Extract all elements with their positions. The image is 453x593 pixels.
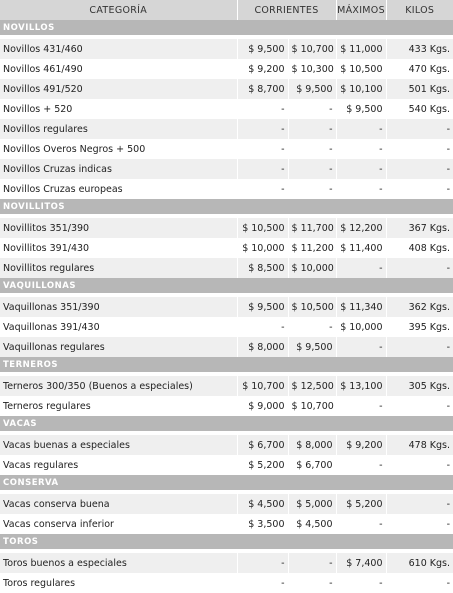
- cell-corrientes-max: -: [288, 119, 336, 139]
- cell-corrientes-min: $ 10,000: [237, 238, 288, 258]
- cell-kilos: 305 Kgs.: [386, 376, 453, 396]
- cell-kilos: -: [386, 139, 453, 159]
- section-title: VAQUILLONAS: [0, 278, 453, 293]
- cell-corrientes-min: $ 8,700: [237, 79, 288, 99]
- table-row: [0, 79, 453, 99]
- cell-corrientes-min: $ 8,500: [237, 258, 288, 278]
- cell-kilos: -: [386, 514, 453, 534]
- cell-corrientes-max: $ 10,700: [288, 39, 336, 59]
- cell-category: Terneros 300/350 (Buenos a especiales): [0, 376, 237, 396]
- cell-maximos: $ 11,400: [336, 238, 386, 258]
- header-maximos: MÁXIMOS: [336, 0, 386, 20]
- cell-corrientes-min: $ 9,200: [237, 59, 288, 79]
- cell-corrientes-max: -: [288, 99, 336, 119]
- cell-corrientes-min: -: [237, 159, 288, 179]
- cell-maximos: $ 10,100: [336, 79, 386, 99]
- table-row: [0, 573, 453, 593]
- cell-corrientes-max: $ 5,000: [288, 494, 336, 514]
- cell-maximos: -: [336, 179, 386, 199]
- table-row: [0, 238, 453, 258]
- table-row: [0, 179, 453, 199]
- cell-maximos: -: [336, 119, 386, 139]
- cell-corrientes-max: -: [288, 573, 336, 593]
- cell-corrientes-max: -: [288, 179, 336, 199]
- table-row: [0, 376, 453, 396]
- cell-corrientes-min: $ 10,500: [237, 218, 288, 238]
- cell-category: Novillitos regulares: [0, 258, 237, 278]
- cell-maximos: -: [336, 396, 386, 416]
- cell-category: Terneros regulares: [0, 396, 237, 416]
- cell-category: Vacas conserva inferior: [0, 514, 237, 534]
- cell-category: Novillos Cruzas indicas: [0, 159, 237, 179]
- cell-corrientes-max: -: [288, 139, 336, 159]
- table-row: [0, 337, 453, 357]
- table-row: [0, 39, 453, 59]
- cell-kilos: -: [386, 455, 453, 475]
- section-header: [0, 357, 453, 372]
- cell-kilos: 470 Kgs.: [386, 59, 453, 79]
- cell-corrientes-max: $ 11,200: [288, 238, 336, 258]
- cell-corrientes-max: -: [288, 317, 336, 337]
- cell-corrientes-max: $ 10,300: [288, 59, 336, 79]
- table-row: [0, 297, 453, 317]
- section-header: [0, 534, 453, 549]
- table-row: [0, 119, 453, 139]
- cell-maximos: $ 9,500: [336, 99, 386, 119]
- cell-kilos: 362 Kgs.: [386, 297, 453, 317]
- table-row: [0, 59, 453, 79]
- cell-maximos: -: [336, 159, 386, 179]
- section-title: TOROS: [0, 534, 453, 549]
- cell-maximos: $ 12,200: [336, 218, 386, 238]
- header-categoria: CATEGORÍA: [0, 0, 237, 20]
- cell-corrientes-min: -: [237, 179, 288, 199]
- section-title: NOVILLITOS: [0, 199, 453, 214]
- cell-kilos: 501 Kgs.: [386, 79, 453, 99]
- table-row: [0, 514, 453, 534]
- cell-maximos: -: [336, 258, 386, 278]
- cell-category: Vacas conserva buena: [0, 494, 237, 514]
- cell-kilos: 540 Kgs.: [386, 99, 453, 119]
- table-row: [0, 218, 453, 238]
- section-title: TERNEROS: [0, 357, 453, 372]
- cell-category: Novillos regulares: [0, 119, 237, 139]
- cell-kilos: 395 Kgs.: [386, 317, 453, 337]
- section-title: NOVILLOS: [0, 20, 453, 35]
- cell-corrientes-min: -: [237, 139, 288, 159]
- cell-kilos: 408 Kgs.: [386, 238, 453, 258]
- table-row: [0, 258, 453, 278]
- table-row: [0, 159, 453, 179]
- cell-corrientes-max: $ 10,000: [288, 258, 336, 278]
- cell-kilos: -: [386, 337, 453, 357]
- cell-corrientes-max: -: [288, 553, 336, 573]
- cell-maximos: -: [336, 514, 386, 534]
- cell-corrientes-min: -: [237, 99, 288, 119]
- cell-corrientes-max: $ 9,500: [288, 79, 336, 99]
- cell-category: Novillos Overos Negros + 500: [0, 139, 237, 159]
- section-header: [0, 278, 453, 293]
- table-row: [0, 317, 453, 337]
- header-kilos: KILOS: [386, 0, 453, 20]
- cell-maximos: $ 13,100: [336, 376, 386, 396]
- table-row: [0, 99, 453, 119]
- table-row: [0, 455, 453, 475]
- cell-kilos: -: [386, 159, 453, 179]
- table-row: [0, 494, 453, 514]
- cell-corrientes-min: -: [237, 553, 288, 573]
- cell-category: Vaquillonas 351/390: [0, 297, 237, 317]
- cell-kilos: 367 Kgs.: [386, 218, 453, 238]
- cell-corrientes-min: -: [237, 573, 288, 593]
- table-row: [0, 435, 453, 455]
- cell-maximos: -: [336, 455, 386, 475]
- section-title: VACAS: [0, 416, 453, 431]
- cell-kilos: -: [386, 494, 453, 514]
- cell-maximos: $ 7,400: [336, 553, 386, 573]
- cell-kilos: 433 Kgs.: [386, 39, 453, 59]
- cell-corrientes-max: $ 10,700: [288, 396, 336, 416]
- cell-kilos: -: [386, 396, 453, 416]
- cell-kilos: -: [386, 179, 453, 199]
- cell-corrientes-max: -: [288, 159, 336, 179]
- cell-corrientes-min: $ 9,500: [237, 39, 288, 59]
- cell-category: Vaquillonas regulares: [0, 337, 237, 357]
- cell-corrientes-min: $ 9,000: [237, 396, 288, 416]
- cell-maximos: -: [336, 337, 386, 357]
- cell-category: Toros regulares: [0, 573, 237, 593]
- cell-corrientes-max: $ 11,700: [288, 218, 336, 238]
- cell-corrientes-min: -: [237, 119, 288, 139]
- cell-category: Novillos 491/520: [0, 79, 237, 99]
- cell-kilos: -: [386, 119, 453, 139]
- cell-corrientes-min: $ 3,500: [237, 514, 288, 534]
- cell-category: Novillitos 391/430: [0, 238, 237, 258]
- section-header: [0, 20, 453, 35]
- cell-kilos: -: [386, 573, 453, 593]
- cell-corrientes-min: $ 9,500: [237, 297, 288, 317]
- cell-maximos: $ 11,340: [336, 297, 386, 317]
- cell-maximos: -: [336, 573, 386, 593]
- cell-kilos: 478 Kgs.: [386, 435, 453, 455]
- cell-corrientes-max: $ 12,500: [288, 376, 336, 396]
- cell-kilos: -: [386, 258, 453, 278]
- cell-maximos: $ 11,000: [336, 39, 386, 59]
- cell-maximos: $ 9,200: [336, 435, 386, 455]
- cell-category: Novillos 431/460: [0, 39, 237, 59]
- cell-category: Vacas buenas a especiales: [0, 435, 237, 455]
- cell-category: Novillos 461/490: [0, 59, 237, 79]
- cell-maximos: -: [336, 139, 386, 159]
- cell-category: Toros buenos a especiales: [0, 553, 237, 573]
- cell-maximos: $ 10,000: [336, 317, 386, 337]
- cell-corrientes-max: $ 4,500: [288, 514, 336, 534]
- cell-corrientes-max: $ 8,000: [288, 435, 336, 455]
- cell-corrientes-max: $ 6,700: [288, 455, 336, 475]
- cell-maximos: $ 10,500: [336, 59, 386, 79]
- cell-category: Vacas regulares: [0, 455, 237, 475]
- header-corrientes: CORRIENTES: [237, 0, 336, 20]
- table-row: [0, 139, 453, 159]
- cell-corrientes-max: $ 10,500: [288, 297, 336, 317]
- cell-maximos: $ 5,200: [336, 494, 386, 514]
- table-row: [0, 396, 453, 416]
- cell-corrientes-min: $ 4,500: [237, 494, 288, 514]
- cell-corrientes-max: $ 9,500: [288, 337, 336, 357]
- cell-category: Novillitos 351/390: [0, 218, 237, 238]
- table-body: [0, 20, 453, 593]
- section-title: CONSERVA: [0, 475, 453, 490]
- cell-corrientes-min: $ 10,700: [237, 376, 288, 396]
- cell-category: Vaquillonas 391/430: [0, 317, 237, 337]
- cell-corrientes-min: $ 8,000: [237, 337, 288, 357]
- table-row: [0, 553, 453, 573]
- section-header: [0, 416, 453, 431]
- cell-category: Novillos + 520: [0, 99, 237, 119]
- cell-corrientes-min: $ 5,200: [237, 455, 288, 475]
- cell-corrientes-min: $ 6,700: [237, 435, 288, 455]
- cell-kilos: 610 Kgs.: [386, 553, 453, 573]
- section-header: [0, 199, 453, 214]
- cell-corrientes-min: -: [237, 317, 288, 337]
- cell-category: Novillos Cruzas europeas: [0, 179, 237, 199]
- section-header: [0, 475, 453, 490]
- header-row: [0, 0, 453, 20]
